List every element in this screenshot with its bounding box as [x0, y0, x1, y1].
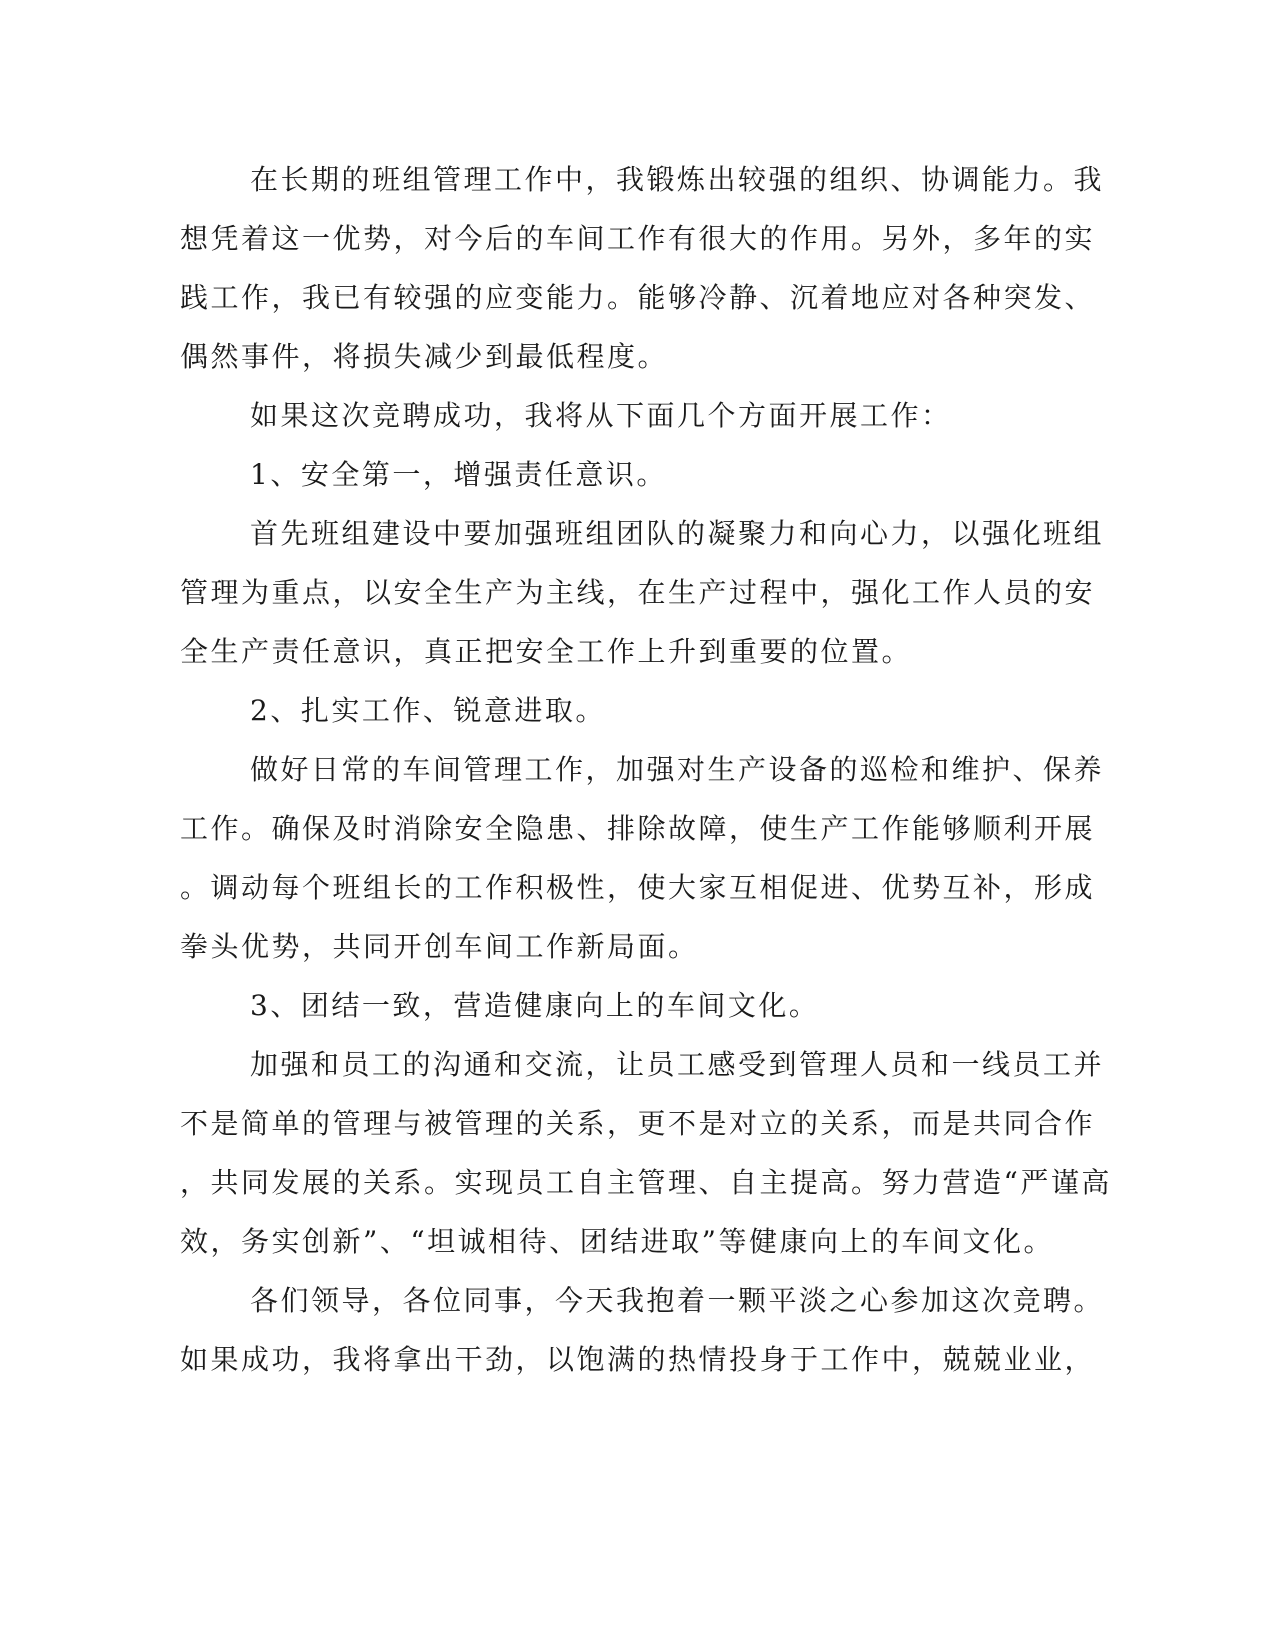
text-line: 2、扎实工作、锐意进取。: [250, 694, 606, 727]
text-line: 想凭着这一优势，对今后的车间工作有很大的作用。另外，多年的实: [180, 222, 1096, 255]
text-line: 全生产责任意识，真正把安全工作上升到重要的位置。: [180, 635, 913, 668]
text-line: 首先班组建设中要加强班组团队的凝聚力和向心力，以强化班组: [250, 517, 1105, 550]
text-line: ，共同发展的关系。实现员工自主管理、自主提高。努力营造“严谨高: [180, 1166, 1112, 1199]
text-line: 3、团结一致，营造健康向上的车间文化。: [250, 989, 820, 1022]
text-line: 做好日常的车间管理工作，加强对生产设备的巡检和维护、保养: [250, 753, 1105, 786]
text-line: 如果这次竞聘成功，我将从下面几个方面开展工作：: [250, 399, 952, 432]
text-line: 加强和员工的沟通和交流，让员工感受到管理人员和一线员工并: [250, 1048, 1105, 1081]
text-line: 管理为重点，以安全生产为主线，在生产过程中，强化工作人员的安: [180, 576, 1096, 609]
text-line: 效，务实创新”、“坦诚相待、团结进取”等健康向上的车间文化。: [180, 1225, 1054, 1258]
document-body: [180, 150, 1112, 1389]
text-line: 各们领导，各位同事，今天我抱着一颗平淡之心参加这次竞聘。: [250, 1284, 1105, 1317]
text-line: 。调动每个班组长的工作积极性，使大家互相促进、优势互补，形成: [180, 871, 1096, 904]
text-line: 拳头优势，共同开创车间工作新局面。: [180, 930, 699, 963]
text-line: 践工作，我已有较强的应变能力。能够冷静、沉着地应对各种突发、: [180, 281, 1096, 314]
text-line: 工作。确保及时消除安全隐患、排除故障，使生产工作能够顺利开展: [180, 812, 1096, 845]
text-line: 如果成功，我将拿出干劲，以饱满的热情投身于工作中，兢兢业业，: [180, 1343, 1096, 1376]
text-line: 不是简单的管理与被管理的关系，更不是对立的关系，而是共同合作: [180, 1107, 1096, 1140]
text-line: 在长期的班组管理工作中，我锻炼出较强的组织、协调能力。我: [250, 163, 1105, 196]
text-line: 偶然事件，将损失减少到最低程度。: [180, 340, 669, 373]
text-line: 1、安全第一，增强责任意识。: [250, 458, 667, 491]
